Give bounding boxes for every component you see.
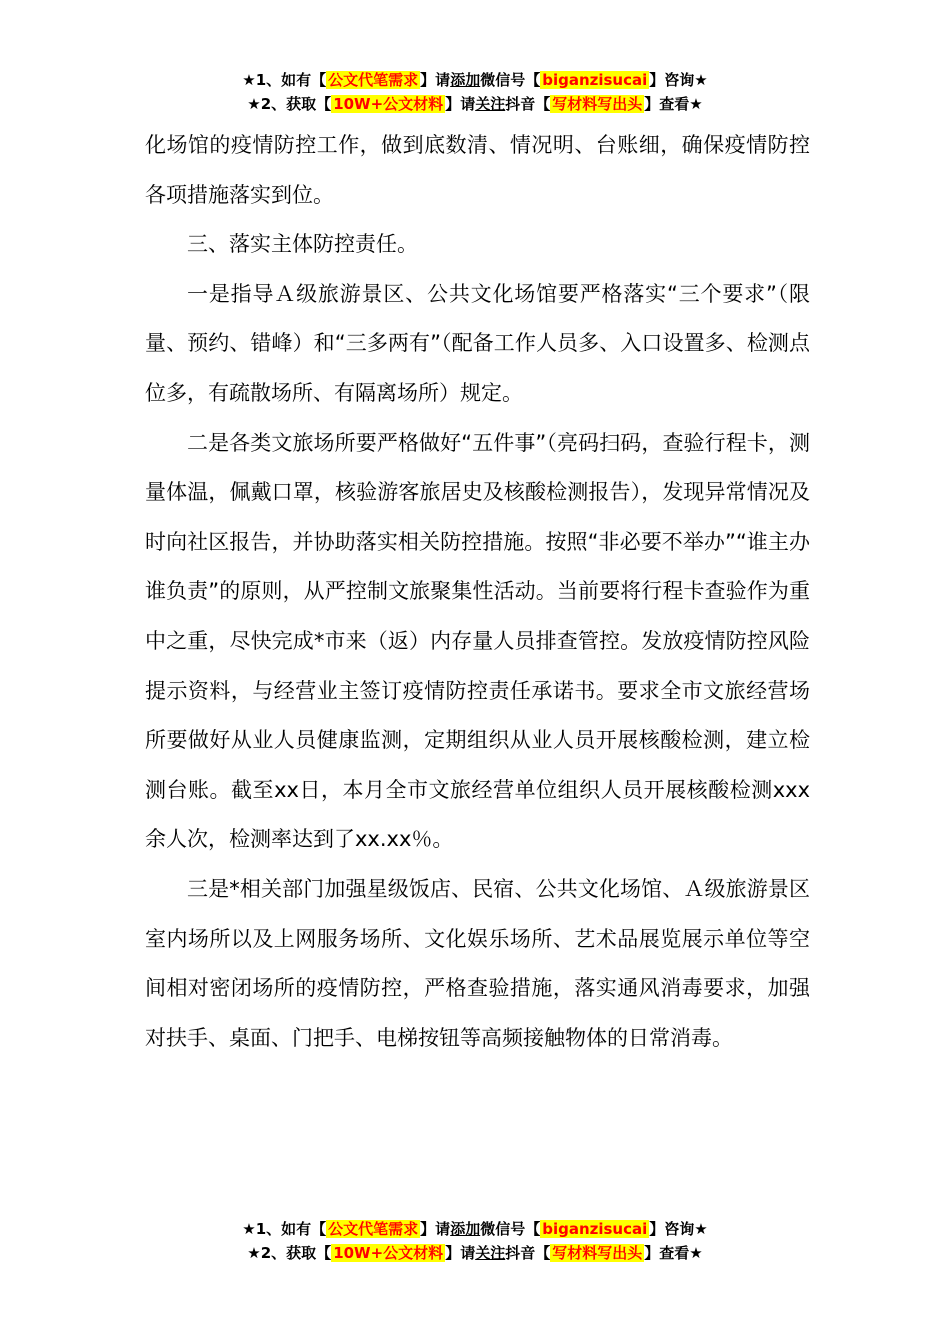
underline-follow: 关注 (475, 95, 506, 113)
banner-line-1: ★1、如有【 公文代笔需求 】请添加微信号【 biganzisucai 】咨询★ (242, 71, 708, 89)
banner-line-2: ★2、获取【 10W+公文材料 】请关注抖音【 写材料写出头 】查看★ (247, 1244, 703, 1262)
underline-add: 添加 (450, 71, 481, 89)
banner-line-2: ★2、获取【 10W+公文材料 】请关注抖音【 写材料写出头 】查看★ (247, 95, 703, 113)
paragraph-continuation: 化场馆的疫情防控工作，做到底数清、情况明、台账细，确保疫情防控各项措施落实到位。 (145, 133, 810, 207)
section-heading: 三、落实主体防控责任。 (187, 232, 418, 257)
underline-follow: 关注 (475, 1244, 506, 1262)
highlight-douyin-account: 写材料写出头 (552, 1244, 643, 1262)
footer-banner (0, 1217, 950, 1265)
paragraph-item-3: 三是*相关部门加强星级饭店、民宿、公共文化场馆、Ａ级旅游景区室内场所以及上网服务场所、文化娱乐场所、艺术品展览展示单位等空间相对密闭场所的疫情防控，严格查验措施，落实通风消毒要求，加强对扶手、桌面、门把手、电梯按钮等高频接触物体的日常消毒。 (145, 876, 810, 1050)
highlight-wechat-id: biganzisucai (542, 71, 648, 89)
document-body (145, 121, 810, 1063)
highlight-materials: 10W+公文材料 (333, 95, 444, 113)
paragraph-item-1: 一是指导Ａ级旅游景区、公共文化场馆要严格落实“三个要求”（限量、预约、错峰）和“三多两有”（配备工作人员多、入口设置多、检测点位多，有疏散场所、有隔离场所）规定。 (145, 281, 810, 405)
paragraph-item-2: 二是各类文旅场所要严格做好“五件事”（亮码扫码，查验行程卡，测量体温，佩戴口罩，核验游客旅居史及核酸检测报告），发现异常情况及时向社区报告，并协助落实相关防控措施。按照“非必要不举办”“谁主办谁负责”的原则，从严控制文旅聚集性活动。当前要将行程卡查验作为重中之重，尽快完成*市来（返）内存量人员排查管控。发放疫情防控风险提示资料，与经营业主签订疫情防控责任承诺书。要求全市文旅经营场所要做好从业人员健康监测，定期组织从业人员开展核酸检测，建立检测台账。截至xx日，本月全市文旅经营单位组织人员开展核酸检测xxx余人次，检测率达到了xx.xx％。 (145, 430, 810, 852)
highlight-douyin-account: 写材料写出头 (552, 95, 643, 113)
highlight-materials: 10W+公文材料 (333, 1244, 444, 1262)
highlight-wechat-id: biganzisucai (542, 1220, 648, 1238)
highlight-service: 公文代笔需求 (328, 71, 419, 89)
banner-line-1: ★1、如有【 公文代笔需求 】请添加微信号【 biganzisucai 】咨询★ (242, 1220, 708, 1238)
header-banner (0, 68, 950, 116)
highlight-service: 公文代笔需求 (328, 1220, 419, 1238)
underline-add: 添加 (450, 1220, 481, 1238)
